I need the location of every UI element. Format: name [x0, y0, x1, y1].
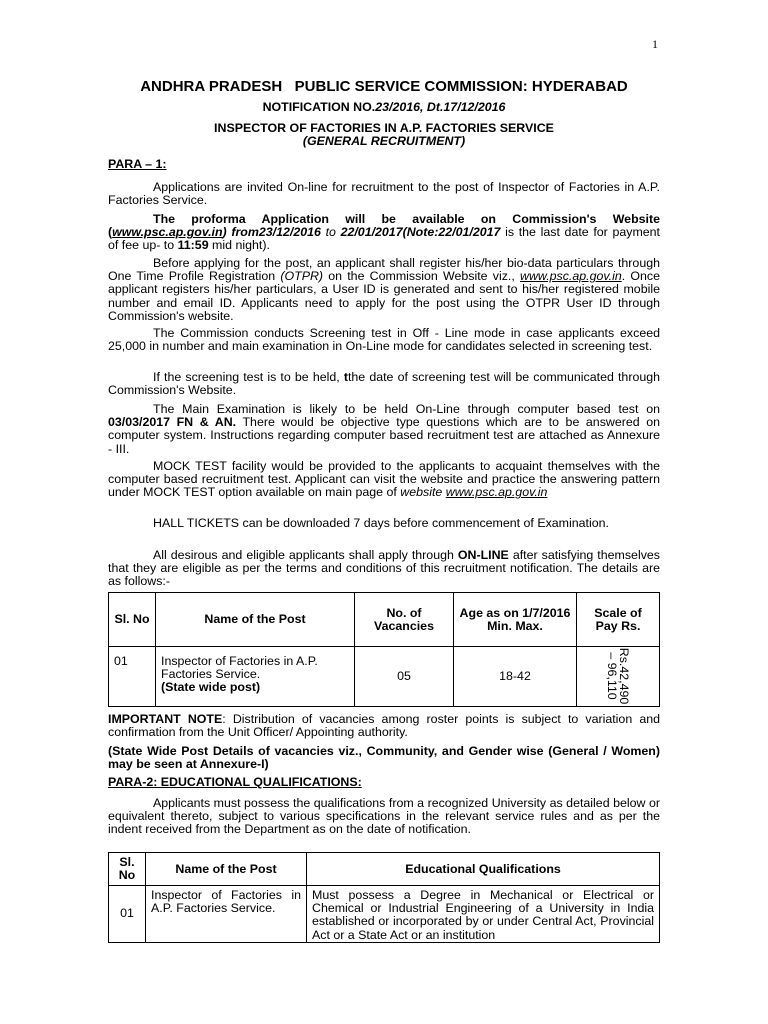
- column-header: Age as on 1/7/2016 Min. Max.: [454, 593, 577, 647]
- commission-title: ANDHRA PRADESH PUBLIC SERVICE COMMISSION: HYDERABAD: [140, 78, 628, 95]
- para1-paragraph-7: MOCK TEST facility would be provided to the applicants to acquaint themselves with the computer based recruitment test. Applicant can visit the website and practice the answering pattern under MOCK TEST option available on main page of website www.psc.ap.gov.in: [108, 459, 660, 500]
- para1-paragraph-5: If the screening test is to be held, tthe date of screening test will be communicated through Commission's Website.: [108, 370, 661, 398]
- qualification-table: [108, 852, 660, 943]
- column-header: Sl. No: [109, 593, 156, 647]
- cell-post-name: Inspector of Factories in A.P. Factories Service. (State wide post): [156, 647, 355, 707]
- para1-paragraph-6: The Main Examination is likely to be held On-Line through computer based test on 03/03/2017 FN & AN. There would be objective type questions which are to be answered on computer system. Instructions regarding computer based recruitment test are attached as Annexure - III.: [108, 402, 661, 456]
- cell-pay-scale: Rs.42,490 – 96,110: [577, 647, 660, 707]
- website-link[interactable]: www.psc.ap.gov.in: [520, 269, 622, 284]
- important-note: IMPORTANT NOTE: Distribution of vacancies among roster points is subject to variation and confirmation from the Unit Officer/ Appointing authority.: [108, 712, 661, 740]
- para1-paragraph-3: Before applying for the post, an applicant shall register his/her bio-data particulars through One Time Profile Registration (OTPR) on the Commission Website viz., www.psc.ap.gov.in. Once applicant registers his/her particulars, a User ID is generated and sent to his/her registered mobile number and email ID. Applicants need to apply for the post using the OTPR User ID through Commission's website.: [108, 256, 661, 323]
- table-row: [109, 886, 660, 943]
- column-header: Name of the Post: [146, 853, 307, 886]
- column-header: Scale of Pay Rs.: [577, 593, 660, 647]
- column-header: Educational Qualifications: [307, 853, 660, 886]
- para1-paragraph-8: HALL TICKETS can be downloaded 7 days before commencement of Examination.: [153, 516, 609, 530]
- website-link[interactable]: www.psc.ap.gov.in: [445, 485, 548, 500]
- cell-sl-no: 01: [109, 886, 146, 943]
- para1-paragraph-2: The proforma Application will be available on Commission's Website (www.psc.ap.gov.in) from23/12/2016 to 22/01/2017(Note:22/01/2017 is the last date for payment of fee up- to 11:59 mid night).: [108, 212, 661, 253]
- para2-heading: PARA-2: EDUCATIONAL QUALIFICATIONS:: [108, 775, 362, 789]
- notification-number: [108, 101, 660, 114]
- para2-paragraph-1: Applicants must possess the qualifications from a recognized University as detailed below or equivalent thereto, subject to various specifications in the relevant service rules and as per the indent received from the Department as on the date of notification.: [108, 796, 660, 837]
- state-wide-note: (State Wide Post Details of vacancies viz., Community, and Gender wise (General / Women) may be seen at Annexure-I): [108, 744, 660, 772]
- para1-paragraph-4: The Commission conducts Screening test in Off - Line mode in case applicants exceed 25,000 in number and main examination in On-Line mode for candidates selected in screening test.: [108, 326, 660, 354]
- table-header-row: [109, 593, 660, 647]
- table-header-row: [109, 853, 660, 886]
- website-link[interactable]: www.psc.ap.gov.in: [112, 225, 223, 240]
- post-title: INSPECTOR OF FACTORIES IN A.P. FACTORIES SERVICE: [214, 121, 554, 135]
- vacancy-table: [108, 592, 660, 707]
- column-header: Sl. No: [109, 853, 146, 886]
- cell-post-name: Inspector of Factories in A.P. Factories Service.: [146, 886, 307, 943]
- column-header: No. of Vacancies: [355, 593, 454, 647]
- notification-label: NOTIFICATION NO.: [262, 100, 376, 114]
- para1-heading: PARA – 1:: [108, 157, 167, 171]
- page-number: 1: [652, 37, 658, 51]
- cell-age: 18-42: [454, 647, 577, 707]
- column-header: Name of the Post: [156, 593, 355, 647]
- cell-qualification: Must possess a Degree in Mechanical or Electrical or Chemical or Industrial Engineering of a University in India established or incorporated by or under Central Act, Provincial Act or a State Act or an institution: [307, 886, 660, 943]
- notification-value: 23/2016, Dt.17/12/2016: [375, 100, 506, 114]
- para1-paragraph-9: All desirous and eligible applicants shall apply through ON-LINE after satisfying themselves that they are eligible as per the terms and conditions of this recruitment notification. The details are as follows:-: [108, 548, 660, 589]
- table-row: [109, 647, 660, 707]
- para1-paragraph-1: Applications are invited On-line for recruitment to the post of Inspector of Factories in A.P. Factories Service.: [108, 180, 660, 208]
- cell-sl-no: 01: [109, 647, 156, 707]
- recruitment-type: (GENERAL RECRUITMENT): [302, 134, 466, 148]
- cell-vacancies: 05: [355, 647, 454, 707]
